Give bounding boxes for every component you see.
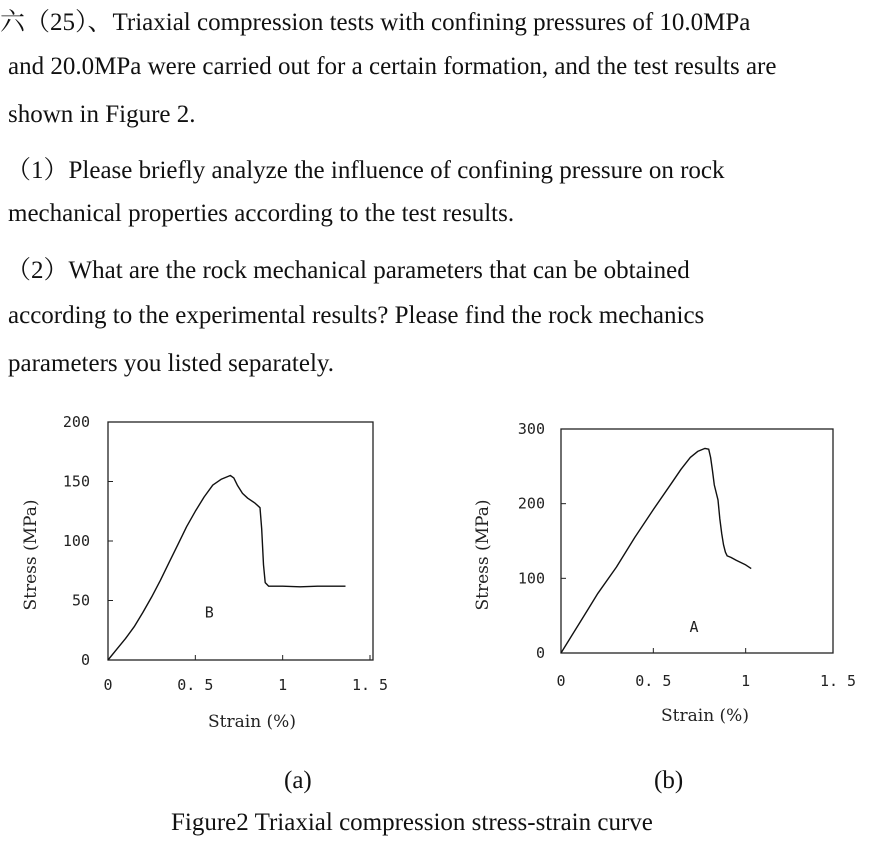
chart-b-x-axis-label: Strain (%) bbox=[661, 706, 749, 726]
chart-a-y-axis-label: Stress (MPa) bbox=[21, 499, 41, 611]
chart-a-y-tick-label: 100 bbox=[62, 532, 90, 550]
subquestion-1-line-1: （1）Please briefly analyze the influence of confining pressure on rock bbox=[6, 157, 725, 184]
chart-a-x-axis-label: Strain (%) bbox=[208, 712, 296, 732]
question-line-3: shown in Figure 2. bbox=[8, 101, 196, 128]
subquestion-2-line-3: parameters you listed separately. bbox=[8, 350, 335, 377]
subquestion-1-line-2: mechanical properties according to the test results. bbox=[8, 200, 515, 227]
chart-b-curve-label: A bbox=[689, 617, 699, 636]
figure-caption-b: (b) bbox=[654, 767, 684, 794]
chart-b-x-tick-label: 1 bbox=[741, 672, 751, 690]
chart-b-x-tick-label: 1. 5 bbox=[819, 672, 857, 690]
chart-a-x-tick-label: 0 bbox=[103, 676, 113, 694]
subquestion-2-line-2: according to the experimental results? Please find the rock mechanics bbox=[8, 302, 705, 329]
chart-b-y-tick-label: 200 bbox=[517, 494, 545, 513]
figure-title: Figure2 Triaxial compression stress-strain curve bbox=[171, 809, 653, 836]
chart-a-y-tick-label: 150 bbox=[62, 472, 90, 491]
chart-a-y-tick-label: 0 bbox=[80, 651, 90, 669]
chart-a-x-tick-label: 1. 5 bbox=[351, 676, 389, 694]
subquestion-2-line-1: （2）What are the rock mechanical parameters that can be obtained bbox=[6, 257, 690, 284]
chart-b-x-tick-label: 0. 5 bbox=[635, 672, 672, 690]
question-line-2: and 20.0MPa were carried out for a certain formation, and the test results are bbox=[8, 53, 777, 80]
question-line-1: 六（25）、Triaxial compression tests with confining pressures of 10.0MPa bbox=[0, 9, 751, 36]
chart-a-curve-label: B bbox=[204, 603, 214, 622]
chart-b-y-tick-label: 0 bbox=[535, 644, 545, 662]
chart-a-plot-frame bbox=[108, 422, 373, 660]
chart-a-y-tick-label: 200 bbox=[62, 413, 90, 431]
chart-b-x-tick-label: 0 bbox=[556, 672, 566, 690]
chart-b-y-axis-label: Stress (MPa) bbox=[473, 499, 493, 611]
chart-a-y-tick-label: 50 bbox=[71, 591, 90, 610]
stress-strain-chart-b bbox=[440, 400, 891, 740]
stress-strain-chart-a bbox=[0, 400, 440, 740]
chart-b-y-tick-label: 100 bbox=[517, 569, 545, 588]
chart-a-curve-b bbox=[108, 476, 346, 661]
chart-b-curve-a bbox=[561, 448, 751, 653]
chart-a-x-tick-label: 1 bbox=[278, 676, 288, 694]
chart-a-x-tick-label: 0. 5 bbox=[177, 676, 214, 694]
chart-b-y-tick-label: 300 bbox=[517, 420, 545, 438]
figure-caption-a: (a) bbox=[284, 767, 312, 794]
